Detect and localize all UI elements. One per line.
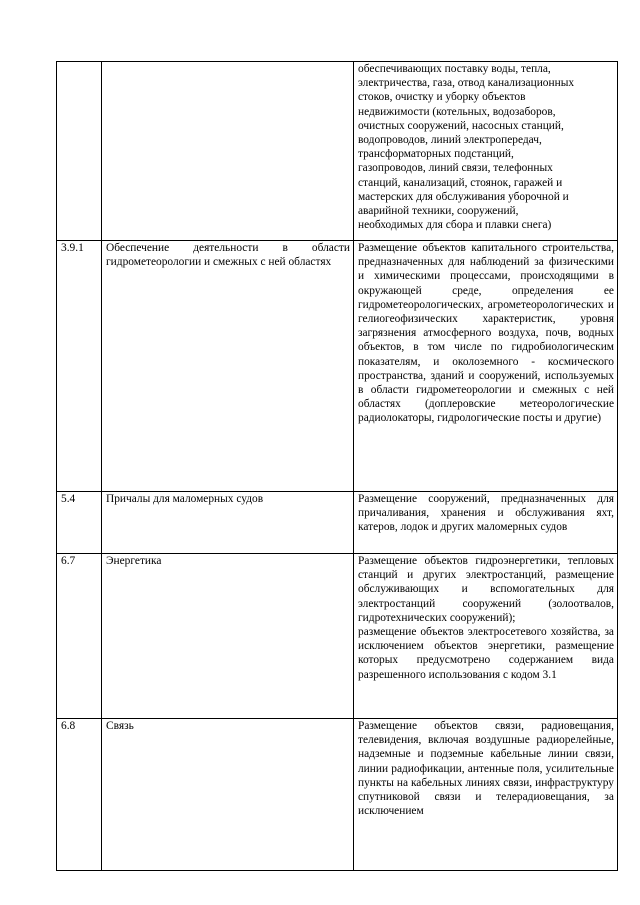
description-line: мастерских для обслуживания уборочной и bbox=[358, 190, 569, 203]
code-cell: 3.9.1 bbox=[57, 241, 102, 492]
description-line: очистных сооружений, насосных станций, bbox=[358, 119, 564, 132]
name-cell: Связь bbox=[102, 719, 354, 871]
description-paragraph: размещение объектов электросетевого хозяйства, за исключением объектов энергетики, размещение которых предусмотрено содержанием вида разрешенного использования с кодом 3.1 bbox=[358, 626, 614, 681]
code-cell bbox=[57, 62, 102, 241]
description-line: недвижимости (котельных, водозаборов, bbox=[358, 105, 556, 118]
description-cell: Размещение объектов капитального строительства, предназначенных для наблюдений за физическими и химическими процессами, происходящими в окружающей среде, определения ее гидрометеорологических, агрометеорологических и гелиогеофизических характеристик, уровня загрязнения атмосферного воздуха, почв, водных объектов, в том числе по гидробиологическим показателям, и околоземного - космического пространства, зданий и сооружений, используемых в области гидрометеорологии и смежных с ней областях (доплеровские метеорологические радиолокаторы, гидрологические посты и другие) bbox=[354, 241, 618, 492]
description-cell: Размещение объектов связи, радиовещания, телевидения, включая воздушные радиорелейные, надземные и подземные кабельные линии связи, линии радиофикации, антенные поля, усилительные пункты на кабельных линиях связи, инфраструктуру спутниковой связи и телерадиовещания, за исключением bbox=[354, 719, 618, 871]
name-cell: Энергетика bbox=[102, 554, 354, 719]
description-line: станций, канализаций, стоянок, гаражей и bbox=[358, 176, 563, 189]
land-use-table bbox=[56, 61, 618, 871]
code-cell: 6.8 bbox=[57, 719, 102, 871]
table-row bbox=[57, 241, 618, 492]
description-line: стоков, очистку и уборку объектов bbox=[358, 91, 526, 104]
description-line: трансформаторных подстанций, bbox=[358, 148, 514, 161]
description-cell bbox=[354, 62, 618, 241]
description-line: необходимых для сбора и плавки снега) bbox=[358, 219, 552, 232]
description-line: электричества, газа, отвод канализационных bbox=[358, 77, 575, 90]
name-cell: Обеспечение деятельности в области гидрометеорологии и смежных с ней областях bbox=[102, 241, 354, 492]
description-line: водопроводов, линий электропередач, bbox=[358, 134, 542, 147]
code-cell: 6.7 bbox=[57, 554, 102, 719]
description-line: обеспечивающих поставку воды, тепла, bbox=[358, 63, 551, 75]
table-row bbox=[57, 492, 618, 554]
description-cell: Размещение сооружений, предназначенных для причаливания, хранения и обслуживания яхт, катеров, лодок и других маломерных судов bbox=[354, 492, 618, 554]
description-line: аварийной техники, сооружений, bbox=[358, 205, 519, 218]
description-paragraph: Размещение объектов гидроэнергетики, тепловых станций и других электростанций, размещение обслуживающих и вспомогательных для электростанций сооружений (золоотвалов, гидротехнических сооружений); bbox=[358, 555, 614, 624]
table-row bbox=[57, 719, 618, 871]
name-cell: Причалы для маломерных судов bbox=[102, 492, 354, 554]
name-cell bbox=[102, 62, 354, 241]
description-cell bbox=[354, 554, 618, 719]
table-row bbox=[57, 554, 618, 719]
code-cell: 5.4 bbox=[57, 492, 102, 554]
description-line: газопроводов, линий связи, телефонных bbox=[358, 162, 553, 175]
table-row bbox=[57, 62, 618, 241]
